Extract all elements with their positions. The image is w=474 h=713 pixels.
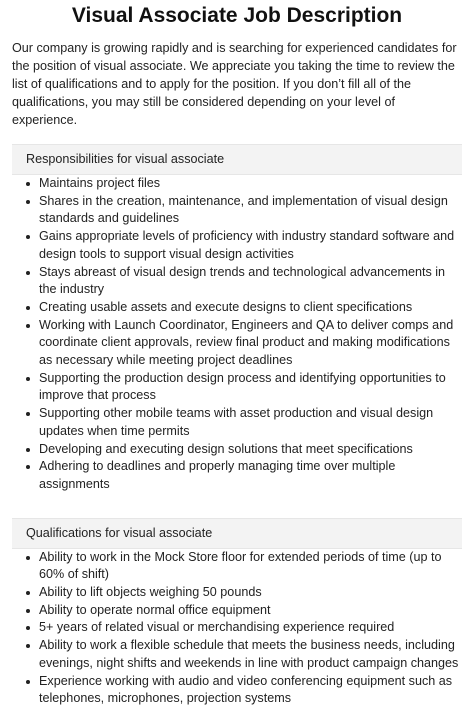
list-item-text: Supporting the production design process and identifying opportunities to improve that process bbox=[39, 370, 446, 403]
list-item-text: Ability to lift objects weighing 50 pounds bbox=[39, 585, 262, 600]
list-item bbox=[26, 175, 462, 193]
list-item-text: Gains appropriate levels of proficiency with industry standard software and design tools to support visual design activities bbox=[39, 229, 455, 261]
list-item-text: Ability to operate normal office equipment bbox=[39, 602, 271, 617]
bullet-icon bbox=[26, 556, 30, 560]
list-item-text: Supporting other mobile teams with asset production and visual design updates when time permits bbox=[39, 406, 434, 438]
bullet-icon bbox=[26, 412, 30, 416]
bullet-icon bbox=[26, 306, 30, 310]
bullet-icon bbox=[26, 644, 30, 648]
list-item bbox=[26, 584, 462, 602]
qualifications-list bbox=[0, 549, 474, 708]
bullet-icon bbox=[26, 200, 30, 204]
bullet-icon bbox=[26, 680, 30, 684]
list-item bbox=[26, 264, 462, 299]
list-item bbox=[26, 549, 462, 584]
bullet-icon bbox=[26, 377, 30, 381]
list-item bbox=[26, 619, 462, 637]
list-item bbox=[26, 441, 462, 459]
bullet-icon bbox=[26, 591, 30, 595]
bullet-icon bbox=[26, 465, 30, 469]
list-item bbox=[26, 637, 462, 672]
list-item-text: Creating usable assets and execute designs to client specifications bbox=[39, 299, 413, 314]
list-item bbox=[26, 299, 462, 317]
list-item bbox=[26, 405, 462, 440]
bullet-icon bbox=[26, 609, 30, 613]
bullet-icon bbox=[26, 235, 30, 239]
intro-paragraph: Our company is growing rapidly and is searching for experienced candidates for the position of visual associate. We appreciate you taking the time to review the list of qualifications and to apply for the position. If you don’t fill all of the qualifications, you may still be considered depending on your level of experience. bbox=[12, 41, 457, 127]
list-item bbox=[26, 458, 462, 493]
bullet-icon bbox=[26, 448, 30, 452]
bullet-icon bbox=[26, 182, 30, 186]
list-item-text: Developing and executing design solutions that meet specifications bbox=[39, 441, 413, 456]
page-title: Visual Associate Job Description bbox=[71, 4, 403, 27]
list-item-text: Ability to work in the Mock Store floor for extended periods of time (up to 60% of shift) bbox=[39, 549, 442, 582]
bullet-icon bbox=[26, 324, 30, 328]
list-item-text: Stays abreast of visual design trends and technological advancements in the industry bbox=[39, 264, 446, 297]
list-item bbox=[26, 370, 462, 405]
list-item bbox=[26, 193, 462, 228]
bullet-icon bbox=[26, 626, 30, 630]
list-item-text: Adhering to deadlines and properly managing time over multiple assignments bbox=[39, 459, 396, 491]
list-item-text: Ability to work a flexible schedule that meets the business needs, including evenings, night shifts and weekends in line with product campaign changes bbox=[39, 638, 459, 670]
responsibilities-list bbox=[0, 175, 474, 494]
list-item bbox=[26, 228, 462, 263]
list-item bbox=[26, 602, 462, 620]
list-item-text: 5+ years of related visual or merchandising experience required bbox=[39, 620, 395, 635]
list-item-text: Maintains project files bbox=[39, 176, 161, 190]
list-item-text: Experience working with audio and video conferencing equipment such as telephones, microphones, projection systems bbox=[39, 673, 453, 706]
qualifications-heading: Qualifications for visual associate bbox=[12, 518, 462, 549]
list-item-text: Shares in the creation, maintenance, and implementation of visual design standards and guidelines bbox=[39, 193, 448, 226]
list-item bbox=[26, 673, 462, 708]
list-item-text: Working with Launch Coordinator, Engineers and QA to deliver comps and coordinate client approvals, review final product and making modifications as necessary while meeting project deadlines bbox=[39, 317, 454, 368]
responsibilities-heading: Responsibilities for visual associate bbox=[12, 144, 462, 175]
bullet-icon bbox=[26, 271, 30, 275]
list-item bbox=[26, 317, 462, 370]
